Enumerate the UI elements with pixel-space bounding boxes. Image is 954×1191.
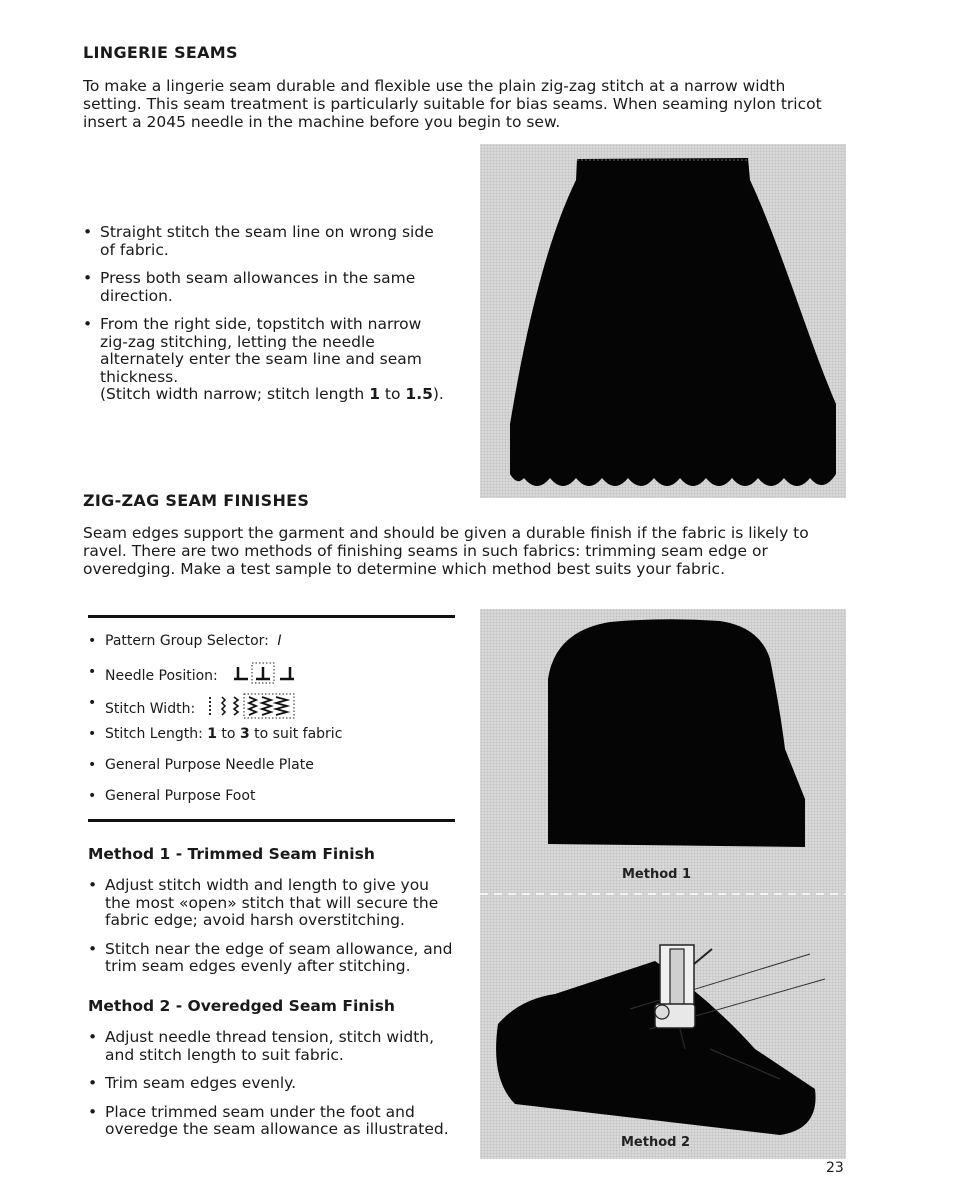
- zigzag-intro: Seam edges support the garment and should be given a durable finish if the fabric is likely to ravel. There are two methods of finishing seams in such fabrics: trimming seam edge or overedging. Make a test sample to determine which method best suits your fabric.: [83, 524, 809, 578]
- setting-stitch-length: • Stitch Length: 1 to 3 to suit fabric: [88, 724, 458, 755]
- section-heading-zigzag: ZIG-ZAG SEAM FINISHES: [83, 491, 310, 510]
- list-item: • Straight stitch the seam line on wrong side of fabric.: [83, 224, 451, 259]
- settings-bottom-rule: [88, 819, 455, 822]
- lingerie-intro: To make a lingerie seam durable and flexible use the plain zig-zag stitch at a narrow width setting. This seam treatment is particularly suitable for bias seams. When seaming nylon tricot insert a 2045 needle in the machine before you begin to sew.: [83, 77, 822, 131]
- settings-top-rule: [88, 615, 455, 618]
- method1-caption: Method 1: [622, 867, 692, 882]
- list-item: • Adjust stitch width and length to give you the most «open» stitch that will secure the fabric edge; avoid harsh overstitching.: [88, 877, 458, 930]
- method1-heading: Method 1 - Trimmed Seam Finish: [88, 845, 375, 863]
- method2-caption: Method 2: [621, 1135, 691, 1150]
- setting-pattern-group: • Pattern Group Selector: I: [88, 631, 458, 662]
- setting-needle-plate: • General Purpose Needle Plate: [88, 755, 458, 786]
- needle-position-icon: [230, 662, 300, 690]
- list-item-text: From the right side, topstitch with narrow zig-zag stitching, letting the needle alternately enter the seam line and seam thickness.: [100, 315, 422, 386]
- list-item: • Stitch near the edge of seam allowance, and trim seam edges evenly after stitching.: [88, 941, 458, 976]
- list-item: • Adjust needle thread tension, stitch width, and stitch length to suit fabric.: [88, 1029, 458, 1064]
- method1-steps: [88, 877, 458, 987]
- list-item: [83, 316, 451, 386]
- setting-stitch-width: • Stitch Width:: [88, 693, 458, 724]
- lingerie-garment-figure: [480, 144, 846, 498]
- setting-foot: • General Purpose Foot: [88, 786, 458, 817]
- list-item: • Press both seam allowances in the same direction.: [83, 270, 451, 305]
- method-illustrations: [480, 609, 846, 1159]
- page-number: 23: [826, 1160, 844, 1176]
- lingerie-steps: [83, 224, 451, 404]
- seam-methods-figure: [480, 609, 846, 1159]
- stitch-note: (Stitch width narrow; stitch length 1 to 1.5).: [100, 385, 444, 403]
- slip-illustration: [480, 144, 846, 498]
- method2-steps: [88, 1029, 458, 1150]
- list-item: • Place trimmed seam under the foot and overedge the seam allowance as illustrated.: [88, 1104, 458, 1139]
- setting-needle-position: • Needle Position:: [88, 662, 458, 693]
- list-item: • Trim seam edges evenly.: [88, 1075, 458, 1093]
- method2-heading: Method 2 - Overedged Seam Finish: [88, 997, 395, 1015]
- section-heading-lingerie: LINGERIE SEAMS: [83, 43, 238, 62]
- machine-settings: [88, 631, 458, 817]
- pattern-group-value: I: [277, 633, 282, 649]
- stitch-width-icon: [206, 693, 298, 725]
